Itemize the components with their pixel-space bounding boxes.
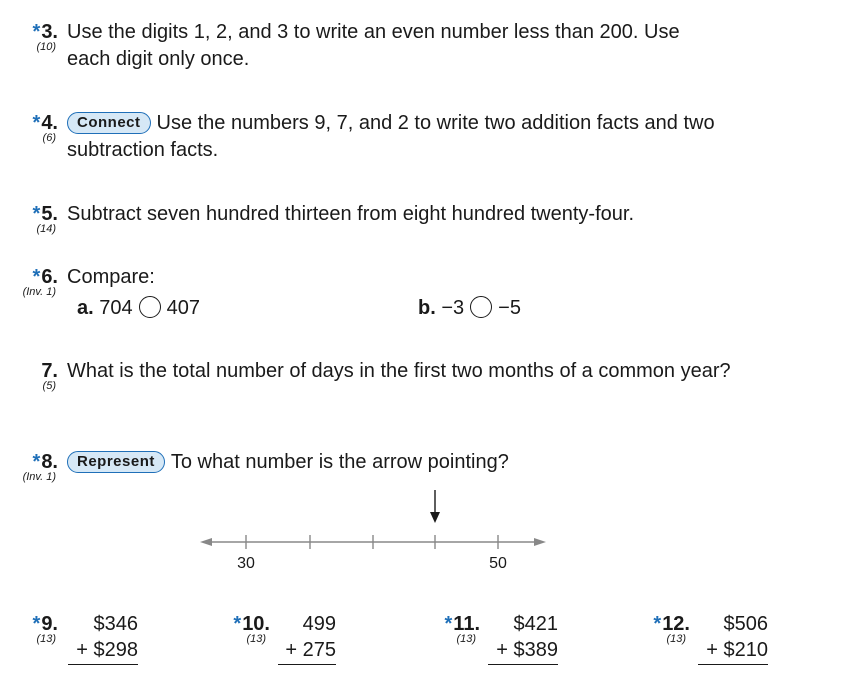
problem-number: *8. — [32, 451, 58, 473]
lesson-reference: (13) — [456, 633, 476, 645]
star-icon: * — [32, 266, 41, 288]
addend-bottom: + $389 — [488, 637, 558, 665]
problem-number: *5. — [32, 203, 58, 225]
addend-top: $346 — [93, 613, 138, 635]
problem-number: 7. — [41, 360, 58, 382]
addend-top: $421 — [513, 613, 558, 635]
problem-text: Subtract seven hundred thirteen from eight hundred twenty-four. — [67, 203, 635, 225]
lesson-reference: (5) — [42, 380, 56, 392]
lesson-reference: (10) — [36, 41, 56, 53]
lesson-reference: (Inv. 1) — [22, 286, 56, 298]
addition-problem — [278, 611, 336, 665]
problem-text: Compare: — [67, 266, 155, 288]
tick-label: 50 — [489, 555, 507, 572]
problem-number: *12. — [653, 613, 690, 635]
star-icon: * — [444, 613, 453, 635]
star-icon: * — [32, 112, 41, 134]
lesson-reference: (13) — [246, 633, 266, 645]
connect-badge: Connect — [67, 112, 151, 134]
problem-number: *9. — [32, 613, 58, 635]
lesson-reference: (14) — [36, 223, 56, 235]
problem-text: Use the digits 1, 2, and 3 to write an even number less than 200. Use each digit only once. — [67, 21, 680, 70]
compare-circle-input[interactable] — [139, 296, 161, 318]
problem-text: What is the total number of days in the first two months of a common year? — [67, 360, 731, 382]
lesson-reference: (13) — [36, 633, 56, 645]
lesson-reference: (6) — [42, 132, 56, 144]
addend-bottom: + $210 — [698, 637, 768, 665]
problem-number: *11. — [444, 613, 480, 635]
star-icon: * — [32, 203, 41, 225]
arrow-pointer-icon — [430, 490, 440, 523]
star-icon: * — [32, 21, 41, 43]
compare-part-a: a. 704 407 — [77, 297, 200, 319]
addend-top: 499 — [302, 613, 336, 635]
star-icon: * — [32, 613, 41, 635]
lesson-reference: (13) — [666, 633, 686, 645]
lesson-reference: (Inv. 1) — [22, 471, 56, 483]
problem-number: *3. — [32, 21, 58, 43]
tick-label: 30 — [237, 555, 255, 572]
addend-bottom: + 275 — [278, 637, 336, 665]
compare-circle-input[interactable] — [470, 296, 492, 318]
addition-problem — [488, 611, 558, 665]
problem-number: *10. — [233, 613, 270, 635]
star-icon: * — [233, 613, 242, 635]
problem-number: *4. — [32, 112, 58, 134]
represent-badge: Represent — [67, 451, 165, 473]
addend-top: $506 — [723, 613, 768, 635]
addend-bottom: + $298 — [68, 637, 138, 665]
number-line — [0, 485, 841, 585]
problem-text: Connect Use the numbers 9, 7, and 2 to write two addition facts and two subtraction facts. — [67, 112, 715, 161]
problem-text: Represent To what number is the arrow pointing? — [67, 449, 767, 476]
problem-number: *6. — [32, 266, 58, 288]
compare-part-b: b. −3 −5 — [418, 297, 521, 319]
addition-problem — [698, 611, 768, 665]
addition-problem — [68, 611, 138, 665]
star-icon: * — [32, 451, 41, 473]
star-icon: * — [653, 613, 662, 635]
